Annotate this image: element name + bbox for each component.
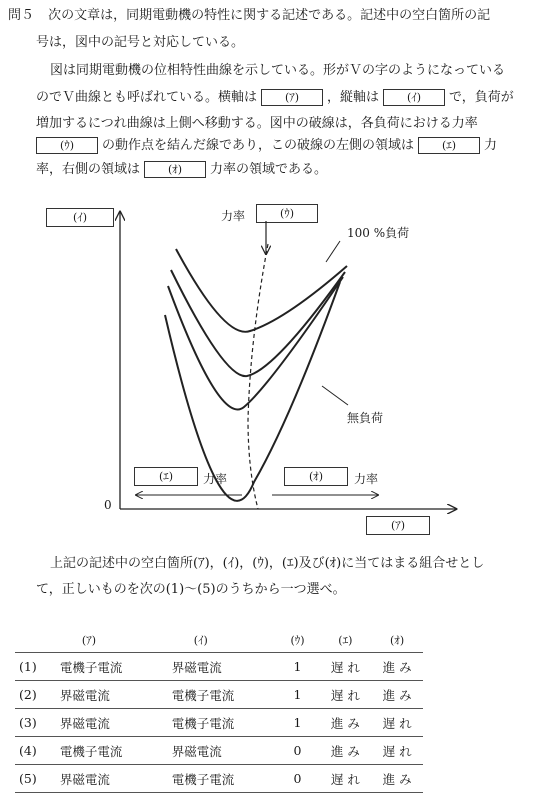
table-row — [15, 709, 423, 737]
figure-no-load-label: 無負荷 — [347, 411, 384, 425]
table-cell: 0 — [276, 765, 320, 793]
table-row — [15, 765, 423, 793]
figure-right-region-label: 力率 — [354, 472, 379, 486]
answer-choices-table — [15, 628, 423, 793]
table-cell: 1 — [276, 653, 320, 681]
figure-right-region-box: (ｵ) — [284, 467, 348, 486]
table-cell: 進 み — [319, 737, 371, 765]
table-cell: 遅 れ — [371, 709, 423, 737]
blank-box-i: (ｲ) — [383, 89, 445, 106]
choice-number: (5) — [15, 765, 52, 793]
table-cell: 遅 れ — [319, 653, 371, 681]
table-cell: 1 — [276, 709, 320, 737]
choice-number: (4) — [15, 737, 52, 765]
instruction-line-2: て，正しいものを次の(1)～(5)のうちから一つ選べ。 — [36, 582, 346, 597]
unity-power-factor-dashed-line — [248, 244, 268, 509]
paragraph-line-1: 図は同期電動機の位相特性曲線を示している。形がＶの字のようになっている — [50, 63, 506, 78]
leader-no-load — [322, 386, 348, 405]
table-header-row — [15, 628, 423, 653]
text-segment: 力率の領域である。 — [210, 162, 328, 177]
leader-full-load — [326, 241, 340, 262]
v-curve-load-2 — [168, 277, 343, 409]
table-cell: 電機子電流 — [164, 765, 276, 793]
question-number: 問５ — [8, 8, 35, 23]
table-cell: 界磁電流 — [164, 737, 276, 765]
question-line-2: 号は，図中の記号と対応している。 — [36, 35, 245, 50]
figure-left-region-label: 力率 — [203, 472, 228, 486]
table-cell: 界磁電流 — [52, 765, 164, 793]
blank-box-u: (ｳ) — [36, 137, 98, 154]
table-cell: 電機子電流 — [164, 709, 276, 737]
table-header-cell: (ｵ) — [390, 634, 405, 647]
table-header-cell: (ｱ) — [81, 634, 96, 647]
table-cell: 遅 れ — [371, 737, 423, 765]
figure-power-factor-label: 力率 — [221, 209, 246, 223]
table-cell: 電機子電流 — [52, 737, 164, 765]
table-cell: 界磁電流 — [164, 653, 276, 681]
paragraph-line-2 — [36, 89, 514, 107]
text-segment: で，負荷が — [449, 90, 514, 105]
figure-origin-label: 0 — [104, 498, 112, 512]
table-header-cell — [15, 628, 52, 653]
question-line-1 — [8, 7, 490, 25]
table-header-cell: (ｲ) — [193, 634, 208, 647]
table-cell: 電機子電流 — [52, 653, 164, 681]
text-segment: 率，右側の領域は — [36, 162, 141, 177]
blank-box-e: (ｴ) — [418, 137, 480, 154]
v-curve-full-load — [176, 249, 347, 332]
blank-box-o: (ｵ) — [144, 161, 206, 178]
table-row — [15, 681, 423, 709]
table-cell: 進 み — [371, 765, 423, 793]
table-cell: 遅 れ — [319, 765, 371, 793]
table-cell: 電機子電流 — [164, 681, 276, 709]
text-segment: ，縦軸は — [327, 90, 380, 105]
choice-number: (3) — [15, 709, 52, 737]
table-header-cell: (ｴ) — [338, 634, 353, 647]
text-segment: の動作点を結んだ線であり，この破線の左側の領域は — [102, 138, 415, 153]
figure-left-region-box: (ｴ) — [134, 467, 198, 486]
instruction-line-1: 上記の記述中の空白箇所(ｱ)，(ｲ)，(ｳ)，(ｴ)及び(ｵ)に当てはまる組合せとし — [50, 556, 485, 571]
table-cell: 界磁電流 — [52, 709, 164, 737]
paragraph-line-4 — [36, 137, 497, 155]
choice-number: (1) — [15, 653, 52, 681]
text-segment: 力 — [484, 138, 498, 153]
table-cell: 進 み — [319, 709, 371, 737]
v-curve-load-3 — [171, 270, 345, 376]
table-cell: 遅 れ — [319, 681, 371, 709]
table-cell: 進 み — [371, 653, 423, 681]
table-cell: 進 み — [371, 681, 423, 709]
paragraph-line-3: 増加するにつれ曲線は上側へ移動する。図中の破線は，各負荷における力率 — [36, 116, 478, 131]
figure-full-load-label: 100 %負荷 — [347, 226, 410, 240]
table-cell: 0 — [276, 737, 320, 765]
table-row — [15, 653, 423, 681]
table-cell: 界磁電流 — [52, 681, 164, 709]
text-segment: のでＶ曲線とも呼ばれている。横軸は — [36, 90, 258, 105]
figure-box-u: (ｳ) — [256, 204, 318, 223]
figure-x-axis-box: (ｱ) — [366, 516, 430, 535]
table-row — [15, 737, 423, 765]
figure-y-axis-box: (ｲ) — [46, 208, 114, 227]
table-cell: 1 — [276, 681, 320, 709]
paragraph-line-5 — [36, 161, 327, 179]
choice-number: (2) — [15, 681, 52, 709]
blank-box-a: (ｱ) — [261, 89, 323, 106]
question-text-1: 次の文章は，同期電動機の特性に関する記述である。記述中の空白箇所の記 — [48, 8, 491, 23]
table-header-cell: (ｳ) — [290, 634, 305, 647]
